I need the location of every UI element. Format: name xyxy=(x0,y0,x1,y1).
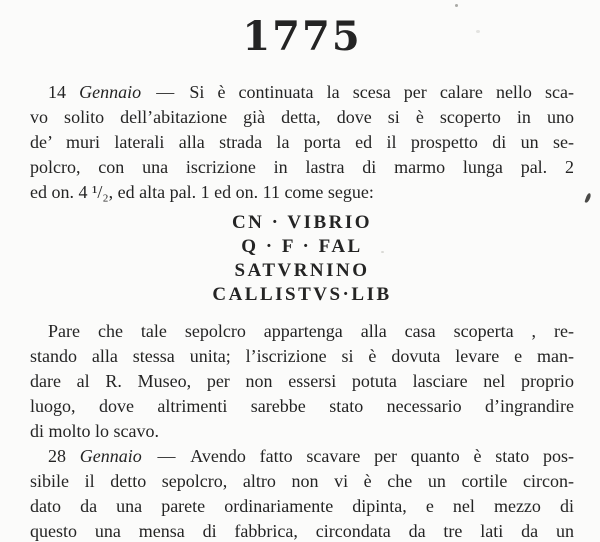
date-number: 28 xyxy=(48,446,66,466)
inscription-line: Q · F · FAL xyxy=(241,236,363,257)
text-line: sibile il detto sepolcro, altro non vi è che un cortile circon- xyxy=(30,471,574,491)
text-line: di molto lo scavo. xyxy=(30,421,159,441)
date-month: Gennaio xyxy=(79,82,142,102)
text-line xyxy=(30,444,574,469)
scan-speck xyxy=(476,30,480,33)
text-line: luogo, dove altrimenti sarebbe stato necessario d’ingrandire xyxy=(30,396,574,416)
scan-speck xyxy=(381,251,384,253)
paragraph-14-gennaio xyxy=(30,80,574,205)
em-dash: — xyxy=(157,446,176,466)
inscription-line: SATVRNINO xyxy=(234,260,370,281)
paragraph-pare-che xyxy=(30,319,574,444)
text-line: vo solito dell’abitazione già detta, dove si è scoperto in uno xyxy=(30,107,574,127)
text-line: de’ muri laterali alla strada la porta ed il prospetto di un se- xyxy=(30,132,574,152)
text-line: Pare che tale sepolcro appartenga alla casa scoperta , re- xyxy=(48,321,574,341)
text-line: questo una mensa di fabbrica, circondata da tre lati da un xyxy=(30,521,574,541)
text-line: stando alla stessa unita; l’iscrizione si è dovuta levare e man- xyxy=(30,346,574,366)
text-line: polcro, con una iscrizione in lastra di marmo lunga pal. 2 xyxy=(30,157,574,177)
text-line: ed on. 4 ¹/₂, ed alta pal. 1 ed on. 11 come segue: xyxy=(30,182,374,202)
text-line xyxy=(30,80,574,105)
em-dash: — xyxy=(156,82,175,102)
inscription-line: CALLISTVS·LIB xyxy=(212,284,392,305)
date-number: 14 xyxy=(48,82,66,102)
page-title: 1775 xyxy=(242,13,362,60)
line-text: Avendo fatto scavare per quanto è stato pos- xyxy=(190,446,574,466)
text-line: dare al R. Museo, per non essersi potuta lasciare nel proprio xyxy=(30,371,574,391)
text-line: dato da una parete ordinariamente dipinta, e nel mezzo di xyxy=(30,496,574,516)
scan-speck xyxy=(455,4,458,7)
inscription-block xyxy=(30,211,574,307)
line-text: Si è continuata la scesa per calare nello sca- xyxy=(189,82,575,102)
paragraph-28-gennaio xyxy=(30,444,574,542)
date-month: Gennaio xyxy=(79,446,142,466)
inscription-line: CN · VIBRIO xyxy=(231,212,373,233)
